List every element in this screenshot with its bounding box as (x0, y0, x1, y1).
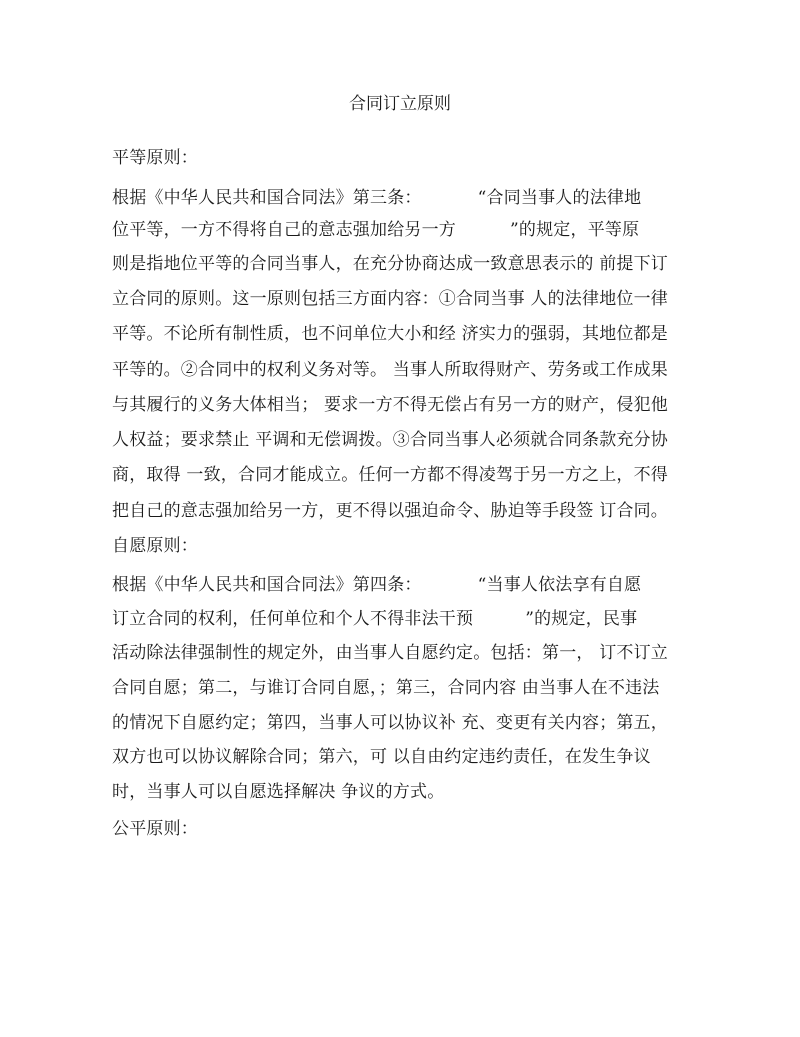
section-heading-equality: 平等原则： (112, 148, 198, 168)
paragraph-line (112, 218, 639, 242)
paragraph-line: 商，取得 一致，合同才能成立。任何一方都不得凌驾于另一方之上，不得 (112, 465, 669, 485)
line-segment: ”的规定，民事 (525, 609, 638, 629)
paragraph-line: 平等的。②合同中的权利义务对等。 当事人所取得财产、劳务或工作成果 (112, 360, 669, 380)
paragraph-line: 人权益；要求禁止 平调和无偿调拨。③合同当事人必须就合同条款充分协 (112, 430, 669, 450)
paragraph-line (112, 573, 641, 597)
document-title: 合同订立原则 (349, 94, 451, 114)
paragraph-line (112, 607, 637, 631)
line-segment: 位平等，一方不得将自己的意志强加给另一方 (112, 220, 456, 240)
paragraph-line: 活动除法律强制性的规定外，由当事人自愿约定。包括：第一， 订不订立 (112, 643, 669, 663)
paragraph-line: 的情况下自愿约定；第四，当事人可以协议补 充、变更有关内容；第五， (112, 713, 669, 733)
paragraph-line: 合同自愿；第二，与谁订合同自愿，；第三，合同内容 由当事人在不违法 (112, 678, 660, 698)
paragraph-line: 时，当事人可以自愿选择解决 争议的方式。 (112, 782, 445, 802)
line-segment: ”的规定，平等原 (510, 220, 640, 240)
paragraph-line: 平等。不论所有制性质，也不问单位大小和经 济实力的强弱，其地位都是 (112, 324, 669, 344)
section-heading-fairness: 公平原则： (112, 819, 198, 839)
line-segment: 根据《中华人民共和国合同法》第四条： (112, 575, 422, 595)
line-segment: “合同当事人的法律地 (477, 188, 642, 208)
paragraph-line: 把自己的意志强加给另一方，更不得以强迫命令、胁迫等手段签 订合同。 (112, 501, 669, 521)
paragraph-line: 双方也可以协议解除合同；第六，可 以自由约定违约责任，在发生争议 (112, 747, 651, 767)
paragraph-line: 与其履行的义务大体相当； 要求一方不得无偿占有另一方的财产，侵犯他 (112, 395, 669, 415)
paragraph-line: 立合同的原则。这一原则包括三方面内容：①合同当事 人的法律地位一律 (112, 289, 669, 309)
paragraph-line: 则是指地位平等的合同当事人，在充分协商达成一致意思表示的 前提下订 (112, 254, 669, 274)
line-segment: 订立合同的权利，任何单位和个人不得非法干预 (112, 609, 474, 629)
line-segment: 根据《中华人民共和国合同法》第三条： (112, 188, 422, 208)
line-segment: “当事人依法享有自愿 (477, 575, 642, 595)
section-heading-voluntary: 自愿原则： (112, 536, 198, 556)
paragraph-line (112, 186, 641, 210)
